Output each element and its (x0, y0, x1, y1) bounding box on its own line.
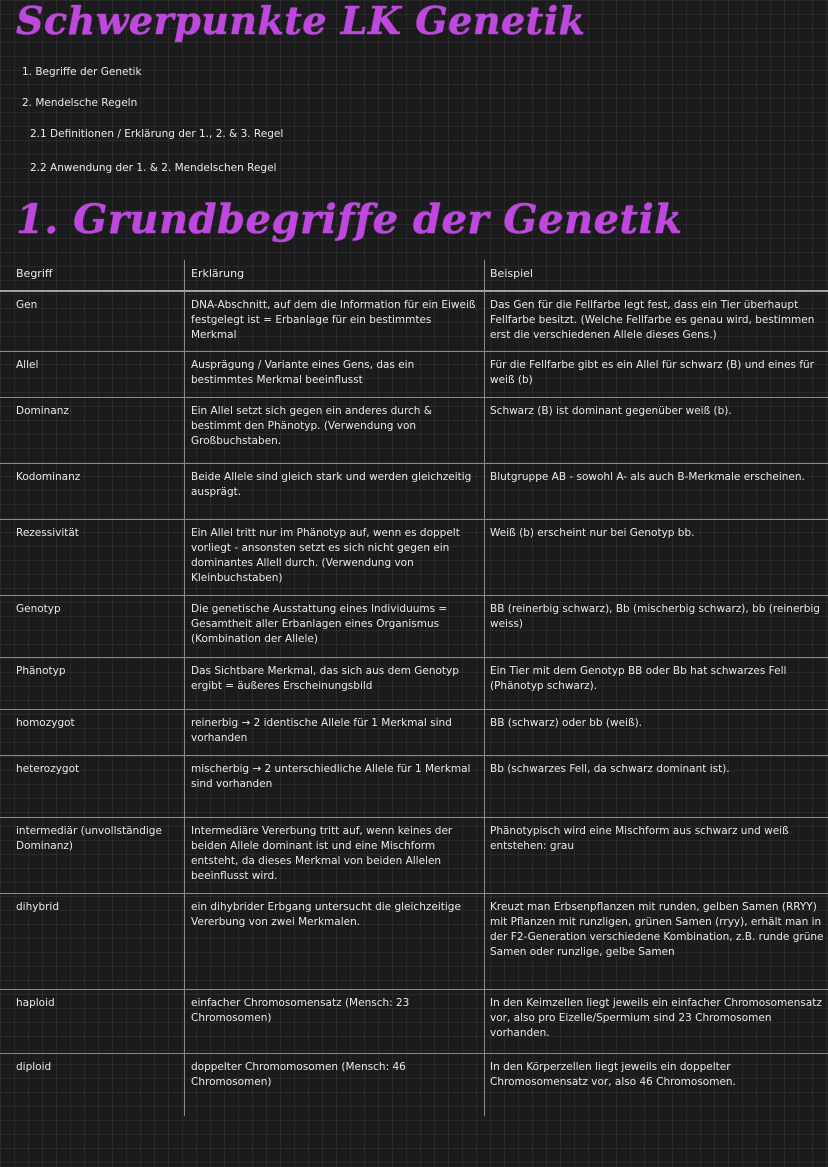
example-rezessivitaet: Weiß (b) erscheint nur bei Genotyp bb. (484, 520, 828, 595)
explanation-rezessivitaet: Ein Allel tritt nur im Phänotyp auf, wenn es doppelt vorliegt - ansonsten setzt es sich nicht gegen ein dominantes Allell durch. (Verwendung von Kleinbuchstaben) (184, 520, 484, 595)
term-intermediaer: intermediär (unvollständige Dominanz) (16, 825, 162, 852)
header-term: Begriff (16, 267, 53, 280)
toc-item-2-1: 2.1 Definitionen / Erklärung der 1., 2. & 3. Regel (30, 128, 284, 140)
example-gen: Das Gen für die Fellfarbe legt fest, dass ein Tier überhaupt Fellfarbe besitzt. (Welche Fellfarbe es genau wird, bestimmen erst die verschiedenen Allele dieses Gens.) (484, 292, 828, 351)
explanation-intermediaer: Intermediäre Vererbung tritt auf, wenn keines der beiden Allele dominant ist und eine Mischform entsteht, da dieses Merkmal von beiden Allelen beeinflusst wird. (184, 818, 484, 893)
table-row-genotyp (0, 596, 828, 658)
explanation-haploid: einfacher Chromosomensatz (Mensch: 23 Chromosomen) (184, 990, 484, 1053)
term-homozygot: homozygot (16, 717, 75, 729)
definitions-table (0, 260, 828, 1116)
page-title: Schwerpunkte LK Genetik (16, 0, 586, 43)
header-example: Beispiel (484, 260, 828, 290)
explanation-genotyp: Die genetische Ausstattung eines Individuums = Gesamtheit aller Erbanlagen eines Organismus (Kombination der Allele) (184, 596, 484, 657)
explanation-dihybrid: ein dihybrider Erbgang untersucht die gleichzeitige Vererbung von zwei Merkmalen. (184, 894, 484, 989)
toc-item-1: 1. Begriffe der Genetik (22, 66, 142, 78)
example-phaenotyp: Ein Tier mit dem Genotyp BB oder Bb hat schwarzes Fell (Phänotyp schwarz). (484, 658, 828, 709)
example-diploid: In den Körperzellen liegt jeweils ein doppelter Chromosomensatz vor, also 46 Chromosomen. (484, 1054, 828, 1116)
table-row-gen (0, 292, 828, 352)
example-homozygot: BB (schwarz) oder bb (weiß). (484, 710, 828, 755)
example-haploid: In den Keimzellen liegt jeweils ein einfacher Chromosomensatz vor, also pro Eizelle/Spermium sind 23 Chromosomen vorhanden. (484, 990, 828, 1053)
table-row-diploid (0, 1054, 828, 1116)
table-row-rezessivitaet (0, 520, 828, 596)
explanation-kodominanz: Beide Allele sind gleich stark und werden gleichzeitig ausprägt. (184, 464, 484, 519)
table-row-phaenotyp (0, 658, 828, 710)
explanation-phaenotyp: Das Sichtbare Merkmal, das sich aus dem Genotyp ergibt = äußeres Erscheinungsbild (184, 658, 484, 709)
explanation-dominanz: Ein Allel setzt sich gegen ein anderes durch & bestimmt den Phänotyp. (Verwendung von Großbuchstaben. (184, 398, 484, 463)
table-row-haploid (0, 990, 828, 1054)
table-row-dihybrid (0, 894, 828, 990)
term-heterozygot: heterozygot (16, 763, 80, 775)
example-genotyp: BB (reinerbig schwarz), Bb (mischerbig schwarz), bb (reinerbig weiss) (484, 596, 828, 657)
term-haploid: haploid (16, 997, 55, 1009)
table-row-intermediaer (0, 818, 828, 894)
table-header-row (0, 260, 828, 292)
header-explanation: Erklärung (184, 260, 484, 290)
toc-item-2: 2. Mendelsche Regeln (22, 97, 138, 109)
example-kodominanz: Blutgruppe AB - sowohl A- als auch B-Merkmale erscheinen. (484, 464, 828, 519)
example-heterozygot: Bb (schwarzes Fell, da schwarz dominant ist). (484, 756, 828, 817)
example-allel: Für die Fellfarbe gibt es ein Allel für schwarz (B) und eines für weiß (b) (484, 352, 828, 397)
explanation-gen: DNA-Abschnitt, auf dem die Information für ein Eiweiß festgelegt ist = Erbanlage für ein bestimmtes Merkmal (184, 292, 484, 351)
explanation-heterozygot: mischerbig → 2 unterschiedliche Allele für 1 Merkmal sind vorhanden (184, 756, 484, 817)
term-diploid: diploid (16, 1061, 52, 1073)
table-row-heterozygot (0, 756, 828, 818)
example-intermediaer: Phänotypisch wird eine Mischform aus schwarz und weiß entstehen: grau (484, 818, 828, 893)
term-kodominanz: Kodominanz (16, 471, 81, 483)
term-genotyp: Genotyp (16, 603, 61, 615)
example-dominanz: Schwarz (B) ist dominant gegenüber weiß (b). (484, 398, 828, 463)
table-row-kodominanz (0, 464, 828, 520)
example-dihybrid: Kreuzt man Erbsenpflanzen mit runden, gelben Samen (RRYY) mit Pflanzen mit runzligen, grünen Samen (rryy), erhält man in der F2-Generation verschiedene Kombination, z.B. runde grüne Samen oder runzlige, gelbe Samen (484, 894, 828, 989)
toc-item-2-2: 2.2 Anwendung der 1. & 2. Mendelschen Regel (30, 162, 277, 174)
explanation-homozygot: reinerbig → 2 identische Allele für 1 Merkmal sind vorhanden (184, 710, 484, 755)
table-row-dominanz (0, 398, 828, 464)
explanation-diploid: doppelter Chromomosomen (Mensch: 46 Chromosomen) (184, 1054, 484, 1116)
table-row-allel (0, 352, 828, 398)
table-row-homozygot (0, 710, 828, 756)
term-dihybrid: dihybrid (16, 901, 60, 913)
section-title: 1. Grundbegriffe der Genetik (16, 196, 683, 243)
term-rezessivitaet: Rezessivität (16, 527, 79, 539)
term-allel: Allel (16, 359, 39, 371)
explanation-allel: Ausprägung / Variante eines Gens, das ein bestimmtes Merkmal beeinflusst (184, 352, 484, 397)
term-gen: Gen (16, 299, 38, 311)
term-phaenotyp: Phänotyp (16, 665, 66, 677)
term-dominanz: Dominanz (16, 405, 69, 417)
